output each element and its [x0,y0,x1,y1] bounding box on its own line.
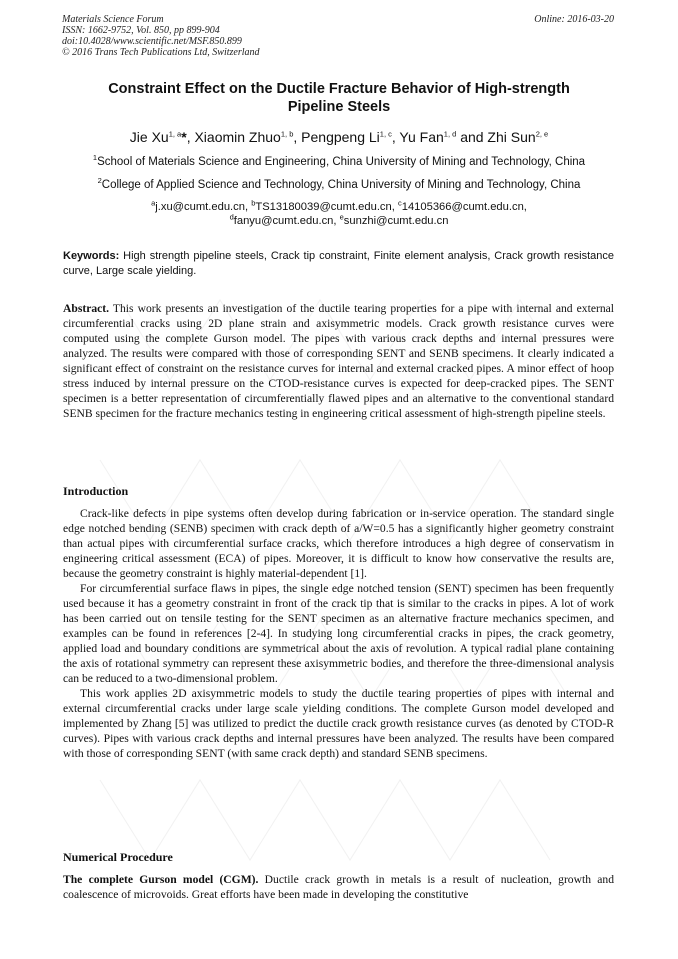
keywords-label: Keywords: [63,250,120,262]
author-name: Jie Xu [129,129,169,145]
introduction-heading: Introduction [63,484,129,498]
affiliation-2 [40,178,638,192]
copyright-line: © 2016 Trans Tech Publications Ltd, Switzerland [62,47,260,58]
email: 14105366@cumt.edu.cn, [401,201,527,213]
author-name: and Zhi Sun [460,129,536,145]
paragraph: Crack-like defects in pipe systems often develop during fabrication or in-service operation. The standard single edge notched bending (SENB) specimen with crack depth of a/W=0.5 has a significantly higher geometry constraint than actual pipes with circumferential surface cracks, which therefore introduces a high degree of conservatism in engineering critical assessment (ECA) of pipes. Moreover, it is difficult to know how conservative the results are, because the geometry constraint is highly material-dependent [1]. [63,507,614,580]
abstract-label: Abstract. [63,302,110,315]
journal-name: Materials Science Forum [62,14,164,25]
author-list [60,128,618,146]
paper-title [60,80,618,116]
author-affil-mark: 1, c [379,129,392,139]
issn-line: ISSN: 1662-9752, Vol. 850, pp 899-904 [62,25,220,36]
cgm-text: Ductile crack growth in metals is a result of nucleation, growth and coalescence of microvoids. Great efforts have been made in developing the constitutive [63,873,614,901]
affiliation-1 [40,155,638,169]
corresponding-mark: * [181,129,187,145]
email-mark: b [251,198,256,208]
doi-line: doi:10.4028/www.scientific.net/MSF.850.899 [62,36,242,47]
journal-header [62,14,260,58]
author-name: , Yu Fan [391,129,444,145]
title-line-1: Constraint Effect on the Ductile Fracture Behavior of High-strength [108,81,570,97]
author-name: , Xiaomin Zhuo [186,129,281,145]
introduction-body [63,506,614,761]
cgm-lead: The complete Gurson model (CGM). [63,873,259,886]
affil-text: College of Applied Science and Technology, China University of Mining and Technology, China [101,179,581,191]
email: TS13180039@cumt.edu.cn, [255,201,398,213]
author-affil-mark: 1, a [168,129,182,139]
author-affil-mark: 1, b [280,129,294,139]
numerical-procedure-body [63,872,614,902]
email-mark: e [339,212,344,222]
email: fanyu@cumt.edu.cn, [233,215,340,227]
author-affil-mark: 1, d [443,129,457,139]
email-mark: a [151,198,156,208]
email: sunzhi@cumt.edu.cn [343,215,449,227]
keywords-text: High strength pipeline steels, Crack tip constraint, Finite element analysis, Crack growth resistance curve, Large scale yielding. [63,250,614,277]
email-line-2 [60,214,618,228]
paragraph: This work applies 2D axisymmetric models to study the ductile tearing properties of pipes with internal and external circumferential cracks under large scale yielding conditions. The complete Gurson model developed and implemented by Zhang [5] was utilized to predict the ductile crack growth resistance curves (as denoted by CTOD-R curves). Pipes with various crack depths and internal pressures have been analyzed. The results have been compared with those of corresponding SENT (with same crack depth) and standard SENB specimens. [63,687,614,760]
online-date: Online: 2016-03-20 [534,14,614,25]
affil-text: School of Materials Science and Engineering, China University of Mining and Technology, China [97,156,586,168]
abstract [63,301,614,421]
author-emails [60,200,618,228]
paragraph: For circumferential surface flaws in pipes, the single edge notched tension (SENT) specimen has been frequently used because it has a geometry constraint in front of the crack tip that is similar to the cracks in pipes. A lot of work has been carried out on tensile testing for the SENT specimen as an alternative fracture mechanics specimen, and examples can be found in references [2-4]. In studying long circumferential cracks in pipes, the crack geometry, applied load and boundary conditions are symmetrical about the axis of revolution. A typical radial plane containing the axis of rotational symmetry can represent these axisymmetric bodies, and therefore the three-dimensional analysis can be reduced to a two-dimensional problem. [63,582,614,685]
abstract-text: This work presents an investigation of the ductile tearing properties for a pipe with internal and external circumferential cracks using 2D plane strain and axisymmetric models. Crack growth resistance curves were computed using the complete Gurson model. The pipes with various crack depths and internal pressures were analyzed. The results were compared with those of corresponding SENT and SENB specimens. It clearly indicated a significant effect of constraint on the resistance curves for internal and external cracked pipes. A minor effect of hoop stress induced by internal pressure on the CTOD-resistance curves is expected for deep-cracked pipes. The SENT specimen is a better representation of circumferentially flawed pipes and an alternative to the conventional standard SENB specimen for the fracture mechanics testing in engineering critical assessment of high-strength pipeline steels. [63,302,614,420]
author-name: , Pengpeng Li [293,129,380,145]
affil-number: 2 [97,176,102,186]
email: j.xu@cumt.edu.cn, [155,201,252,213]
title-line-2: Pipeline Steels [287,99,391,115]
affil-number: 1 [92,153,98,163]
author-affil-mark: 2, e [535,129,549,139]
email-mark: d [229,212,234,222]
email-mark: c [397,198,402,208]
keywords [63,249,614,278]
numerical-procedure-heading: Numerical Procedure [63,850,173,864]
